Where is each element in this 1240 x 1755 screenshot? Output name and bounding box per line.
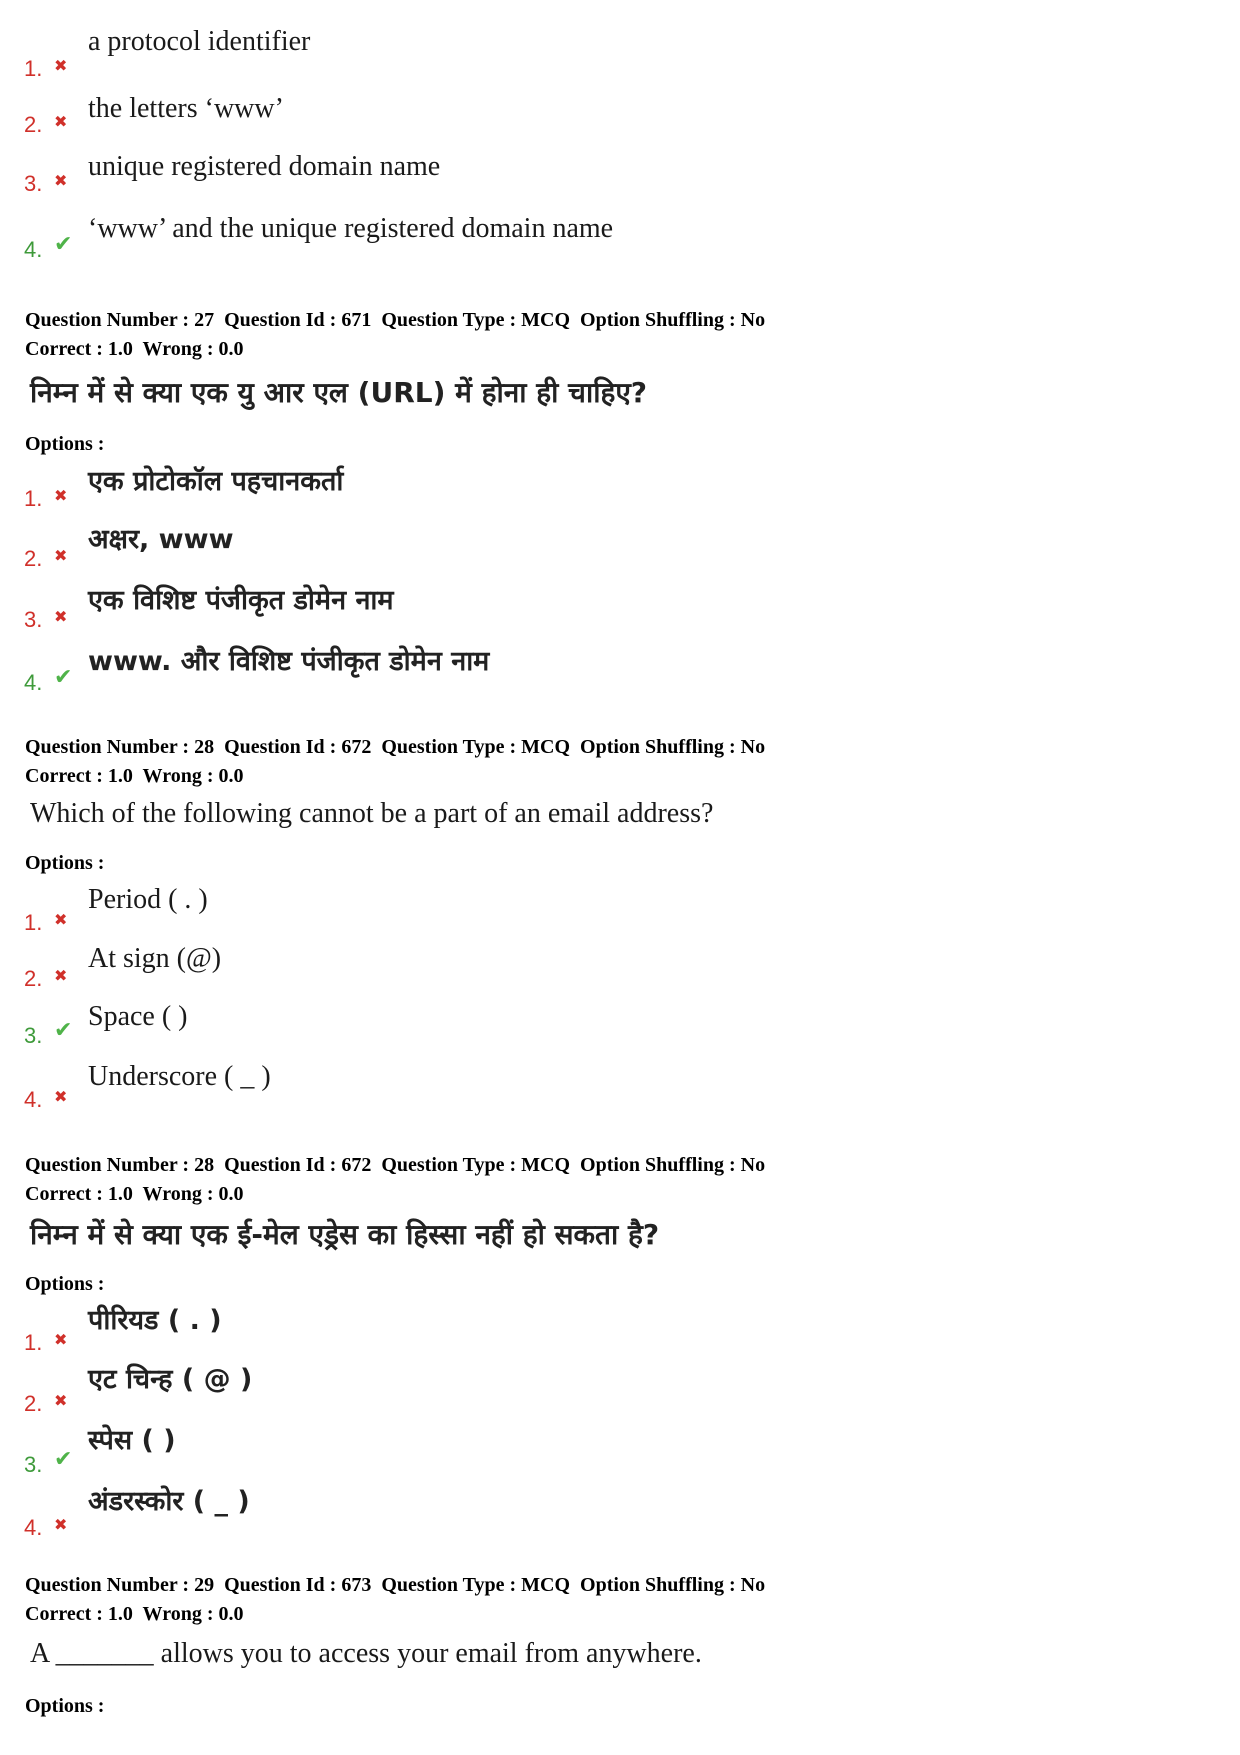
cross-icon: ✖: [54, 1515, 68, 1534]
question-marks: Correct : 1.0 Wrong : 0.0: [25, 765, 244, 787]
option-number: 1.: [24, 910, 43, 935]
cross-icon: ✖: [54, 546, 68, 565]
check-icon: ✔: [54, 665, 73, 690]
option-text: At sign (@): [88, 943, 222, 974]
option-number: 4.: [24, 1087, 43, 1112]
option-text: अक्षर, www: [88, 524, 234, 555]
option-text: पीरियड ( . ): [88, 1305, 222, 1336]
cross-icon: ✖: [54, 1391, 68, 1410]
option-number: 1.: [24, 486, 43, 511]
check-icon: ✔: [54, 1018, 73, 1043]
question-text: A _______ allows you to access your email from anywhere.: [30, 1638, 702, 1669]
option-text: एक विशिष्ट पंजीकृत डोमेन नाम: [88, 585, 394, 616]
check-icon: ✔: [54, 1447, 73, 1472]
question-meta: Question Number : 28 Question Id : 672 Question Type : MCQ Option Shuffling : No: [25, 736, 766, 758]
cross-icon: ✖: [54, 112, 68, 131]
question-text: निम्न में से क्या एक ई-मेल एड्रेस का हिस्सा नहीं हो सकता है?: [30, 1218, 660, 1251]
option-text: Space ( ): [88, 1001, 188, 1032]
option-text: अंडरस्कोर ( _ ): [88, 1486, 250, 1517]
question-meta: Question Number : 27 Question Id : 671 Question Type : MCQ Option Shuffling : No: [25, 309, 766, 331]
options-label: Options :: [25, 852, 105, 874]
option-text: the letters ‘www’: [88, 93, 284, 124]
option-number: 4.: [24, 237, 43, 262]
question-marks: Correct : 1.0 Wrong : 0.0: [25, 338, 244, 360]
option-text: unique registered domain name: [88, 151, 441, 182]
question-meta: Question Number : 29 Question Id : 673 Question Type : MCQ Option Shuffling : No: [25, 1574, 766, 1596]
option-number: 1.: [24, 56, 43, 81]
option-number: 1.: [24, 1330, 43, 1355]
cross-icon: ✖: [54, 607, 68, 626]
options-label: Options :: [25, 433, 105, 455]
option-number: 2.: [24, 966, 43, 991]
question-meta: Question Number : 28 Question Id : 672 Question Type : MCQ Option Shuffling : No: [25, 1154, 766, 1176]
option-number: 3.: [24, 1023, 43, 1048]
option-number: 4.: [24, 1515, 43, 1540]
option-text: a protocol identifier: [88, 26, 311, 57]
check-icon: ✔: [54, 232, 73, 257]
question-marks: Correct : 1.0 Wrong : 0.0: [25, 1603, 244, 1625]
cross-icon: ✖: [54, 56, 68, 75]
option-number: 2.: [24, 546, 43, 571]
option-text: एट चिन्ह ( @ ): [88, 1364, 253, 1395]
cross-icon: ✖: [54, 171, 68, 190]
option-number: 2.: [24, 112, 43, 137]
cross-icon: ✖: [54, 1330, 68, 1349]
question-text: Which of the following cannot be a part of an email address?: [30, 798, 714, 829]
question-text: निम्न में से क्या एक यु आर एल (URL) में होना ही चाहिए?: [30, 376, 648, 409]
cross-icon: ✖: [54, 1087, 68, 1106]
question-marks: Correct : 1.0 Wrong : 0.0: [25, 1183, 244, 1205]
option-text: Underscore ( _ ): [88, 1061, 271, 1092]
option-number: 4.: [24, 670, 43, 695]
cross-icon: ✖: [54, 486, 68, 505]
option-number: 2.: [24, 1391, 43, 1416]
option-number: 3.: [24, 171, 43, 196]
option-text: ‘www’ and the unique registered domain name: [88, 213, 614, 244]
options-label: Options :: [25, 1695, 105, 1717]
options-label: Options :: [25, 1273, 105, 1295]
cross-icon: ✖: [54, 966, 68, 985]
option-number: 3.: [24, 607, 43, 632]
option-number: 3.: [24, 1452, 43, 1477]
option-text: स्पेस ( ): [88, 1425, 176, 1456]
option-text: www. और विशिष्ट पंजीकृत डोमेन नाम: [88, 646, 490, 677]
cross-icon: ✖: [54, 910, 68, 929]
option-text: एक प्रोटोकॉल पहचानकर्ता: [88, 466, 344, 497]
option-text: Period ( . ): [88, 884, 208, 915]
